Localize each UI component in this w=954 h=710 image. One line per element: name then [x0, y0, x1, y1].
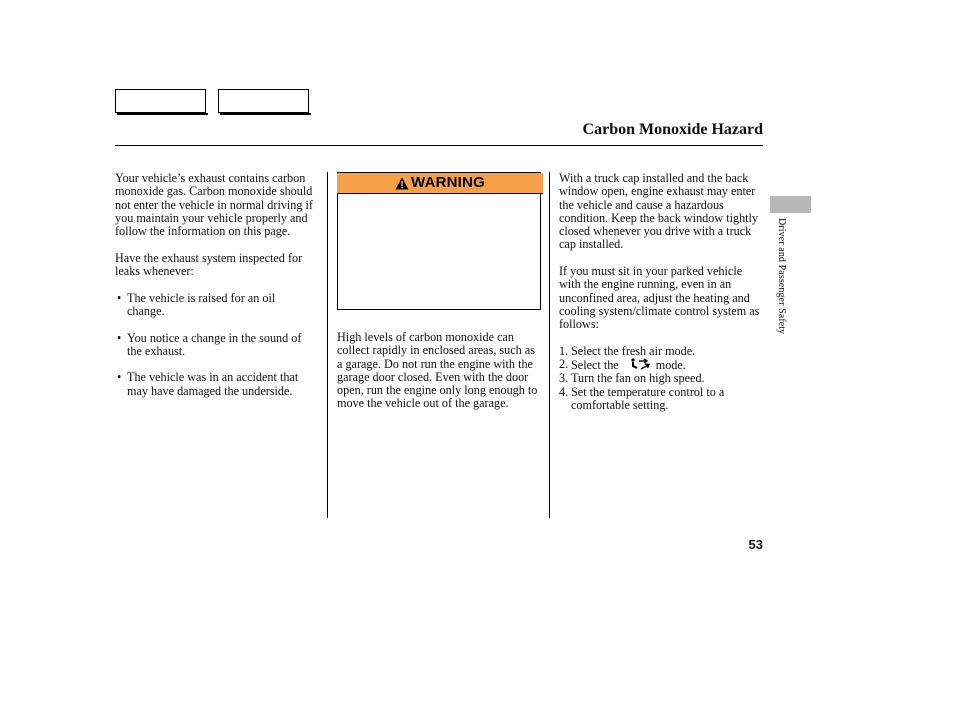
- list-item: 3. Turn the fan on high speed.: [559, 371, 705, 386]
- list-item: • The vehicle is raised for an oil change.: [117, 290, 276, 318]
- column-1: [115, 172, 315, 411]
- section-label: Driver and Passenger Safety: [776, 218, 787, 335]
- page-number: 53: [748, 537, 763, 552]
- title-divider: [115, 145, 763, 146]
- parked-vehicle-paragraph: If you must sit in your parked vehicle with the engine running, even in an unconfined area, adjust the heating and cooling system/climate control system as follows:: [559, 264, 760, 332]
- bullet-icon: •: [117, 290, 122, 305]
- intro-paragraph: Your vehicle’s exhaust contains carbon monoxide gas. Carbon monoxide should not enter the vehicle in normal driving if you maintain your vehicle properly and follow the information on this page.: [115, 171, 313, 239]
- column-3: [559, 172, 764, 412]
- list-item: 1. Select the fresh air mode.: [559, 343, 696, 358]
- column-divider-1: [327, 172, 328, 518]
- next-page-button[interactable]: [218, 89, 309, 113]
- list-item: 4. Set the temperature control to a comfortable setting.: [559, 384, 725, 413]
- column-divider-2: [549, 172, 550, 518]
- truck-cap-paragraph: With a truck cap installed and the back window open, engine exhaust may enter the vehicle and cause a hazardous condition. Keep the back window tightly closed whenever you drive with a truck cap installed.: [559, 171, 759, 252]
- bullet-icon: •: [117, 330, 122, 345]
- climate-steps-list: [559, 345, 764, 412]
- garage-paragraph: High levels of carbon monoxide can collect rapidly in enclosed areas, such as a garage. Do not run the engine with the garage door closed. Even with the door open, run the engine only long enough to move the vehicle out of the garage.: [337, 330, 538, 411]
- list-item: • You notice a change in the sound of the exhaust.: [117, 330, 302, 358]
- warning-header: [337, 173, 543, 194]
- warning-triangle-icon: [395, 177, 409, 190]
- inspection-paragraph: Have the exhaust system inspected for leaks whenever:: [115, 250, 303, 279]
- list-item: • The vehicle was in an accident that may have damaged the underside.: [117, 370, 299, 398]
- bullet-icon: •: [117, 370, 122, 385]
- vent-floor-mode-icon: [629, 358, 651, 370]
- previous-page-button[interactable]: [115, 89, 206, 113]
- section-tab[interactable]: [770, 196, 811, 213]
- warning-box: [337, 172, 541, 310]
- page-title: Carbon Monoxide Hazard: [582, 121, 763, 138]
- warning-label: WARNING: [411, 174, 485, 192]
- inspection-list: [115, 292, 315, 398]
- column-2: [337, 172, 543, 424]
- list-item: 2. Select the mode.: [559, 357, 686, 373]
